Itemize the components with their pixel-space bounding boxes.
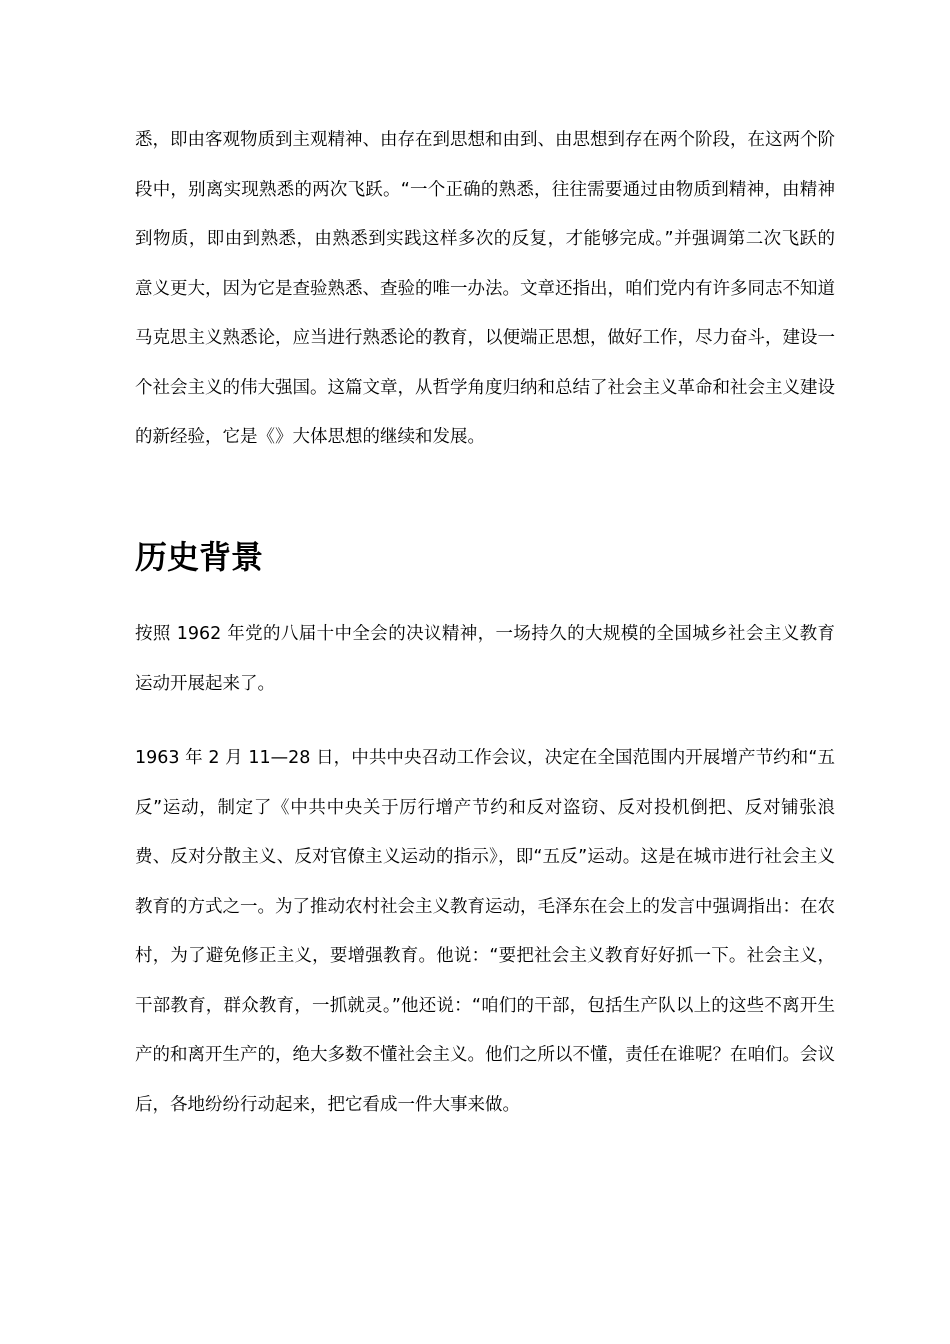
body-paragraph-2: 按照 1962 年党的八届十中全会的决议精神，一场持久的大规模的全国城乡社会主义教育运动开展起来了。: [135, 624, 835, 694]
body-paragraph-1: 悉，即由客观物质到主观精神、由存在到思想和由到、由思想到存在两个阶段，在这两个阶段中，别离实现熟悉的两次飞跃。“一个正确的熟悉，往往需要通过由物质到精神，由精神到物质，即由到熟悉，由熟悉到实践这样多次的反复，才能够完成。”并强调第二次飞跃的意义更大，因为它是查验熟悉、查验的唯一办法。文章还指出，咱们党内有许多同志不知道马克思主义熟悉论，应当进行熟悉论的教育，以便端正思想，做好工作，尽力奋斗，建设一个社会主义的伟大强国。这篇文章，从哲学角度归纳和总结了社会主义革命和社会主义建设的新经验，它是《》大体思想的继续和发展。: [135, 130, 835, 447]
section-heading: 历史背景: [135, 538, 264, 576]
body-paragraph-3: 1963 年 2 月 11—28 日，中共中央召动工作会议，决定在全国范围内开展增产节约和“五反”运动，制定了《中共中央关于厉行增产节约和反对盗窃、反对投机倒把、反对铺张浪费、反对分散主义、反对官僚主义运动的指示》，即“五反”运动。这是在城市进行社会主义教育的方式之一。为了推动农村社会主义教育运动，毛泽东在会上的发言中强调指出：在农村，为了避免修正主义，要增强教育。他说：“要把社会主义教育好好抓一下。社会主义，干部教育，群众教育，一抓就灵。”他还说：“咱们的干部，包括生产队以上的这些不离开生产的和离开生产的，绝大多数不懂社会主义。他们之所以不懂，责任在谁呢？在咱们。会议后，各地纷纷行动起来，把它看成一件大事来做。: [135, 748, 835, 1115]
